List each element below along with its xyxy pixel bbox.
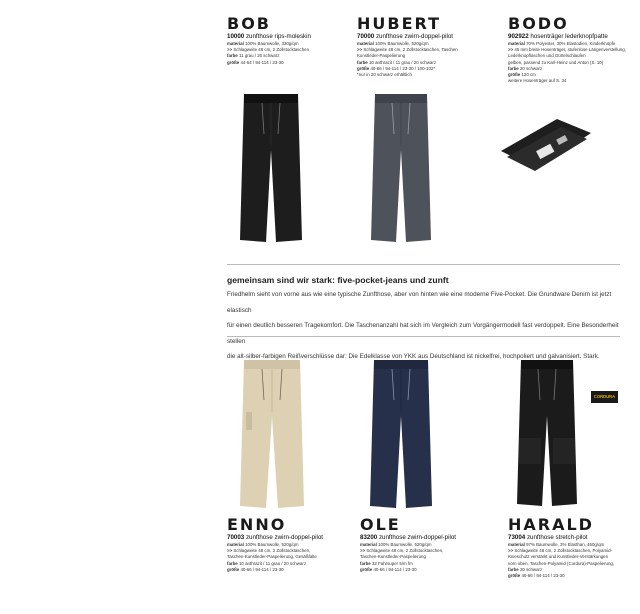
product-specs: material 100% Baumwolle, 520g/qm >> Schlagweite 48 cm, 2 Zollstocktaschen, Taschen Kunstleder-Paspelierung farbe 10 anthrazit / 11 grau / 20 schwarz größe 40-66 / 94-114 / 23-30 / 100-102* *nur in 20 schwarz erhältlich [357,41,458,78]
feature-line: Friedhelm sieht von vorne aus wie eine typische Zunfthose, aber von hinten wie eine moderne Five-Pocket. Die Grundware Denim ist jetzt elastisch [227,291,612,314]
product-title: 73004 zunfthose stretch-pilot [508,534,588,541]
divider-top [227,264,620,265]
product-specs: material 70% Polyester, 30% Elastodien, Kinderknöpfe >> 45 mm breite Hosenträger, stufenlose Längenverstellung, Lederknopflaschen und Gürtelschlaufen gelben, passend zu Karl-Heinz und Anton (S. 10) farbe 20 schwarz größe 120 cm weitere Hosenträger auf S. 34 [508,41,626,84]
feature-paragraph [227,287,619,365]
product-bodo [508,15,626,84]
product-title: 70000 zunfthose zwirn-doppel-pilot [357,33,453,40]
product-bob [227,15,347,66]
feature-headline: gemeinsam sind wir stark: five-pocket-jeans und zunft [227,275,449,285]
feature-line: für einen deutlich besseren Tragekomfort. Die Taschenanzahl hat sich im Vergleich zum Vorgängermodell fast verdoppelt. Eine Besonderheit stellen [227,322,619,345]
cordura-badge [591,391,618,403]
suspenders-bodo-image [497,113,595,177]
product-name: HARALD [508,515,594,534]
divider-bottom [227,336,620,337]
trousers-enno-image [238,358,306,510]
product-name: OLE [360,515,401,534]
product-title: 70003 zunfthose zwirn-doppel-pilot [227,534,323,541]
product-name: ENNO [227,515,287,534]
product-name: BOB [227,14,271,33]
product-specs: material 97% Baumwolle, 3% Elasthan, 460g/qm >> Schlagweite 48 cm, 2 Zollstocktaschen, Polyamid- Knieschutz verstärkt und Kunstleder-Verstärkungen vorn oben, Taschen-Polyamid (Cordura)-Paspelierung, farbe 20 schwarz größe 40-66 / 94-114 / 23-30 [508,542,615,579]
product-title: 902922 hosenträger lederknopfpatte [508,33,608,40]
trousers-bob-image [238,92,304,244]
cordura-badge-label: CORDURA [593,394,616,399]
feature-line: die alt-silber-farbigen Reißverschlüsse dar: Die Edelklasse von YKK aus Deutschland ist nickelfrei, hochpoliert und galvanisiert. Stark. [227,353,600,360]
product-specs: material 100% Baumwolle, 520g/qm >> Schlagweite 48 cm, 2 Zollstocktaschen, Taschen-Kunstleder-Paspelierung farbe 32 Fahrsuper 5/m fm größe 40-66 / 94-114 / 23-30 [360,542,444,572]
product-specs: material 100% Baumwolle, 330g/qm >> Schlagweite 48 cm, 2 Zollstocktaschen farbe 11 grau / 20 schwarz größe 44-64 / 94-114 / 23-30 [227,41,310,65]
product-specs: material 100% Baumwolle, 520g/qm >> Schlagweite 48 cm, 2 Zollstocktaschen, Taschen-Kunstleder-Paspelierung, Gesäßfalte farbe 10 anthrazit / 11 grau / 20 schwarz größe 40-66 / 94-114 / 23-30 [227,542,317,572]
product-name: BODO [508,14,569,33]
trousers-hubert-image [369,92,433,244]
product-ole [360,516,480,573]
product-hubert [357,15,477,78]
trousers-harald-image [515,358,579,508]
product-title: 83200 zunfthose zwirn-doppel-pilot [360,534,456,541]
product-title: 10000 zunfthose rips-moleskin [227,33,311,40]
product-enno [227,516,347,573]
trousers-ole-image [368,358,434,510]
product-harald [508,516,626,579]
product-name: HUBERT [357,14,442,33]
